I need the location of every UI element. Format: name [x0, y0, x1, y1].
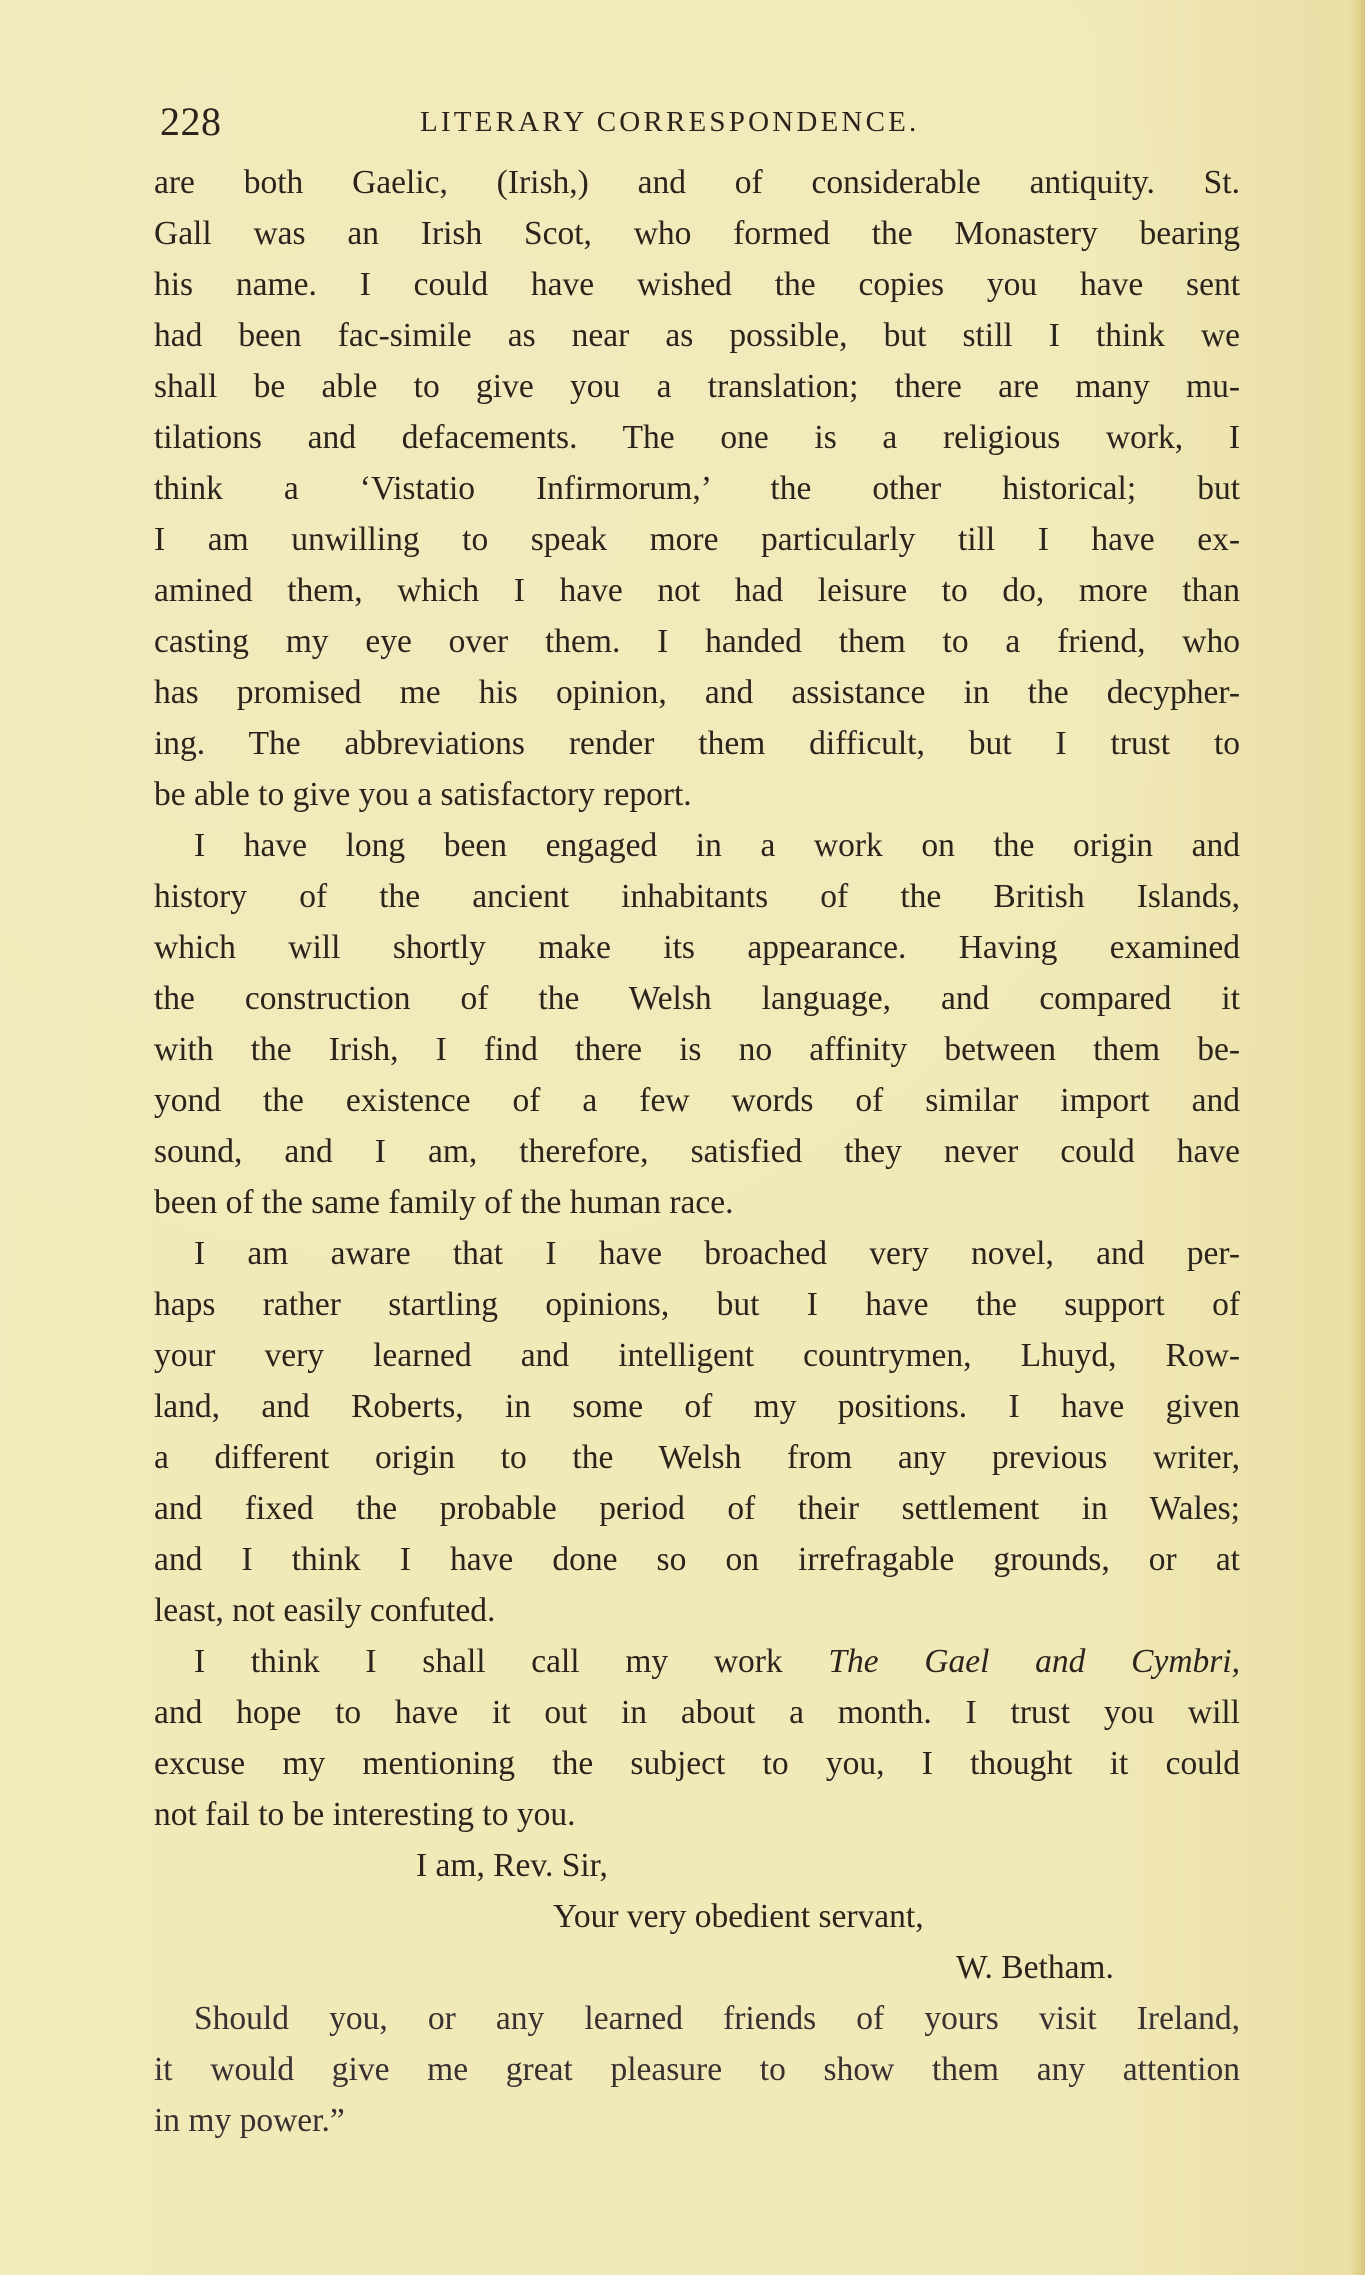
body-line-7: think a ‘Vistatio Infirmorum,’ the other historical; but: [154, 470, 1240, 507]
page-edge-shadow: [1349, 0, 1365, 2275]
body-line-6: tilations and defacements. The one is a religious work, I: [154, 419, 1240, 456]
paragraph-3-line-1: I am aware that I have broached very novel, and per-: [194, 1235, 1240, 1272]
postscript-line-3: in my power.”: [154, 2102, 345, 2139]
body-line-9: amined them, which I have not had leisure to do, more than: [154, 572, 1240, 609]
closing-salutation: I am, Rev. Sir,: [416, 1847, 608, 1884]
body-line-12: ing. The abbreviations render them difficult, but I trust to: [154, 725, 1240, 762]
body-line-3: his name. I could have wished the copies you have sent: [154, 266, 1240, 303]
body-line-5: shall be able to give you a translation; there are many mu-: [154, 368, 1240, 405]
page-header: [160, 99, 1200, 146]
body-line-13: be able to give you a satisfactory report.: [154, 776, 692, 813]
paragraph-3-line-6: and fixed the probable period of their settlement in Wales;: [154, 1490, 1240, 1527]
body-line-1: are both Gaelic, (Irish,) and of considerable antiquity. St.: [154, 164, 1240, 201]
body-line-2: Gall was an Irish Scot, who formed the Monastery bearing: [154, 215, 1240, 252]
body-line-4: had been fac-simile as near as possible, but still I think we: [154, 317, 1240, 354]
page-number: 228: [160, 99, 222, 144]
work-title: The Gael and Cymbri,: [828, 1643, 1240, 1680]
paragraph-4-line-2: and hope to have it out in about a month. I trust you will: [154, 1694, 1240, 1731]
work-sentence-start: I think I shall call my work: [194, 1643, 829, 1680]
paragraph-4-line-3: excuse my mentioning the subject to you, I thought it could: [154, 1745, 1240, 1782]
body-line-10: casting my eye over them. I handed them to a friend, who: [154, 623, 1240, 660]
paragraph-2-line-5: with the Irish, I find there is no affinity between them be-: [154, 1031, 1240, 1068]
paragraph-3-line-7: and I think I have done so on irrefragable grounds, or at: [154, 1541, 1240, 1578]
paragraph-2-line-3: which will shortly make its appearance. Having examined: [154, 929, 1240, 966]
paragraph-3-line-4: land, and Roberts, in some of my positions. I have given: [154, 1388, 1240, 1425]
paragraph-4-line-1: [154, 1636, 1240, 1687]
running-head: LITERARY CORRESPONDENCE.: [420, 106, 920, 138]
paragraph-3-line-3: your very learned and intelligent countrymen, Lhuyd, Row-: [154, 1337, 1240, 1374]
body-line-8: I am unwilling to speak more particularly till I have ex-: [154, 521, 1240, 558]
paragraph-3-line-5: a different origin to the Welsh from any previous writer,: [154, 1439, 1240, 1476]
paragraph-3-line-2: haps rather startling opinions, but I have the support of: [154, 1286, 1240, 1323]
paragraph-2-line-1: I have long been engaged in a work on the origin and: [194, 827, 1240, 864]
signature-name: W. Betham.: [956, 1949, 1114, 1986]
paragraph-2-line-7: sound, and I am, therefore, satisfied they never could have: [154, 1133, 1240, 1170]
paragraph-2-line-6: yond the existence of a few words of similar import and: [154, 1082, 1240, 1119]
postscript-line-2: it would give me great pleasure to show them any attention: [154, 2051, 1240, 2088]
body-line-11: has promised me his opinion, and assistance in the decypher-: [154, 674, 1240, 711]
paragraph-3-line-8: least, not easily confuted.: [154, 1592, 496, 1629]
paragraph-2-line-8: been of the same family of the human race.: [154, 1184, 734, 1221]
closing-complimentary: Your very obedient servant,: [553, 1898, 924, 1935]
postscript-line-1: Should you, or any learned friends of yours visit Ireland,: [194, 2000, 1240, 2037]
paragraph-2-line-2: history of the ancient inhabitants of the British Islands,: [154, 878, 1240, 915]
letter-body: [154, 157, 1240, 2146]
paragraph-4-line-4: not fail to be interesting to you.: [154, 1796, 576, 1833]
paragraph-2-line-4: the construction of the Welsh language, and compared it: [154, 980, 1240, 1017]
